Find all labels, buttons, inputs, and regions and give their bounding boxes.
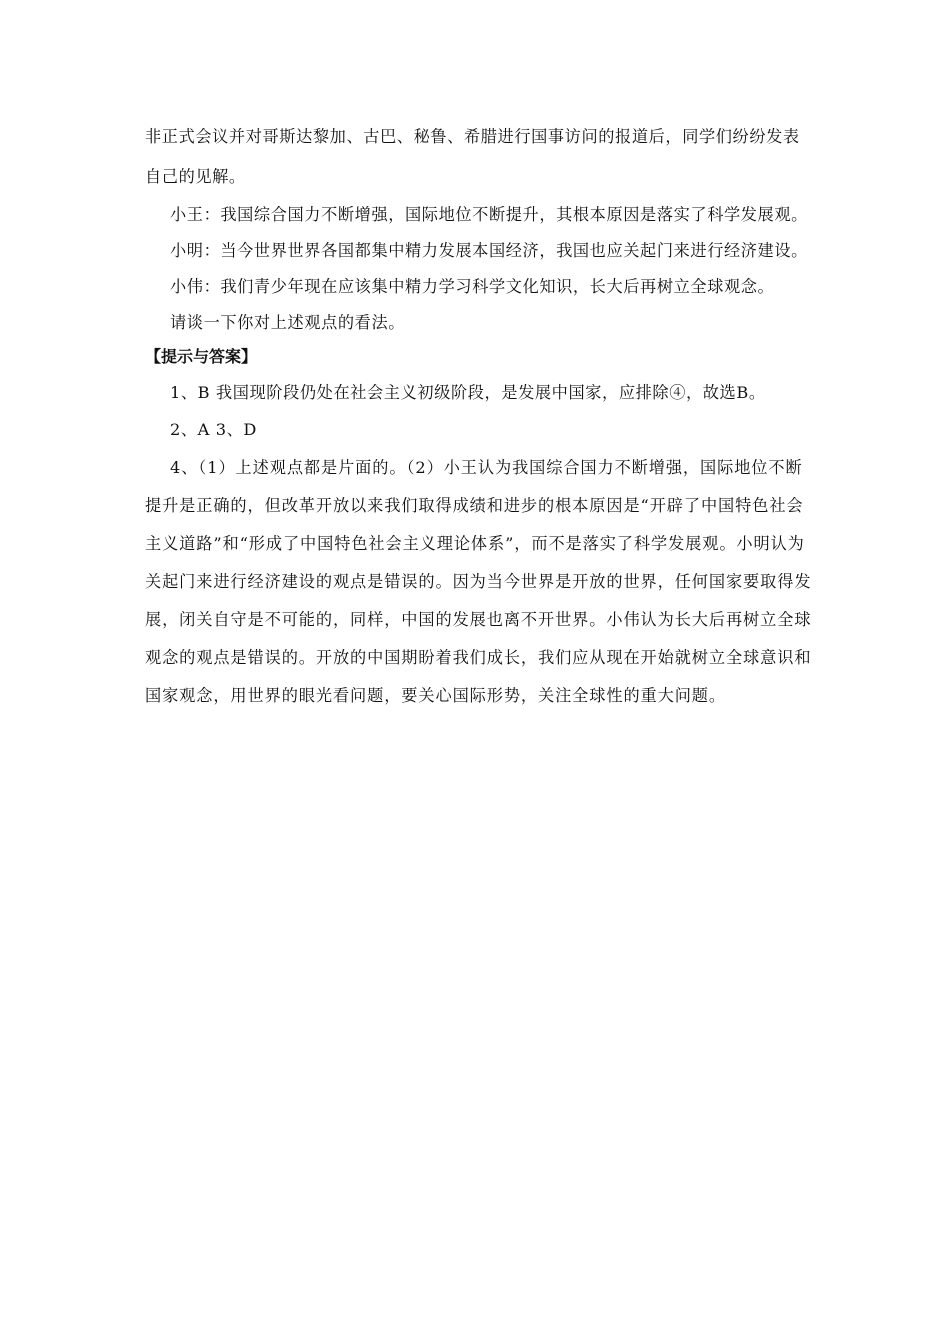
answer-4-line-4: 关起门来进行经济建设的观点是错误的。因为当今世界是开放的世界，任何国家要取得发 xyxy=(145,572,812,591)
question-line-2: 自己的见解。 xyxy=(145,167,246,186)
answer-4-line-3: 主义道路”和“形成了中国特色社会主义理论体系”，而不是落实了科学发展观。小明认为 xyxy=(145,534,805,553)
answer-4-line-6: 观念的观点是错误的。开放的中国期盼着我们成长，我们应从现在开始就树立全球意识和 xyxy=(145,648,812,667)
opinion-xiaowang: 小王：我国综合国力不断增强，国际地位不断提升，其根本原因是落实了科学发展观。 xyxy=(170,205,808,224)
answer-4-line-2: 提升是正确的，但改革开放以来我们取得成绩和进步的根本原因是“开辟了中国特色社会 xyxy=(145,496,804,515)
opinion-xiaoming: 小明：当今世界世界各国都集中精力发展本国经济，我国也应关起门来进行经济建设。 xyxy=(170,241,808,260)
answers-heading: 【提示与答案】 xyxy=(145,347,258,366)
opinion-xiaowei: 小伟：我们青少年现在应该集中精力学习科学文化知识，长大后再树立全球观念。 xyxy=(170,277,775,296)
question-line-1: 非正式会议并对哥斯达黎加、古巴、秘鲁、希腊进行国事访问的报道后，同学们纷纷发表 xyxy=(145,127,800,146)
answer-1: 1、B 我国现阶段仍处在社会主义初级阶段，是发展中国家，应排除④，故选B。 xyxy=(170,383,766,402)
answer-4-line-7: 国家观念，用世界的眼光看问题，要关心国际形势，关注全球性的重大问题。 xyxy=(145,686,726,705)
answer-4-line-5: 展，闭关自守是不可能的，同样，中国的发展也离不开世界。小伟认为长大后再树立全球 xyxy=(145,610,812,629)
question-prompt: 请谈一下你对上述观点的看法。 xyxy=(170,313,406,332)
answer-2-3: 2、A 3、D xyxy=(170,420,257,439)
answer-4-line-1: 4、（1）上述观点都是片面的。（2）小王认为我国综合国力不断增强，国际地位不断 xyxy=(170,458,803,477)
